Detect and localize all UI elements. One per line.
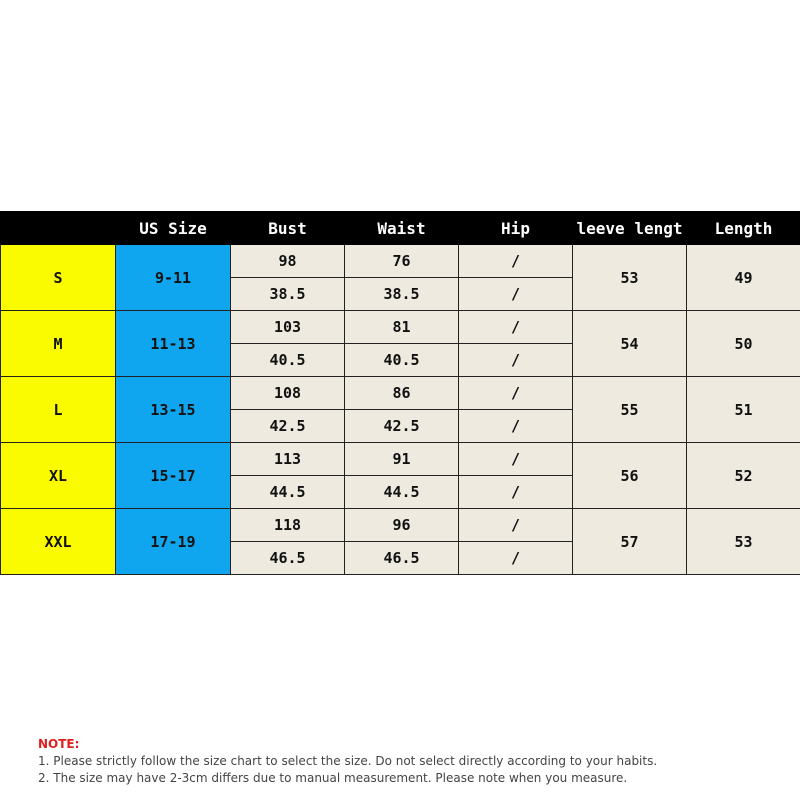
table-row (1, 245, 800, 278)
note-title: NOTE: (38, 737, 80, 751)
hip-cell: / (459, 410, 573, 443)
sleeve-cell: 57 (573, 509, 687, 575)
hip-cell: / (459, 509, 573, 542)
table-row (1, 311, 800, 344)
waist-cell: 81 (345, 311, 459, 344)
size-cell: XXL (1, 509, 116, 575)
us-size-cell: 15-17 (116, 443, 231, 509)
note-section (38, 736, 778, 787)
us-size-cell: 11-13 (116, 311, 231, 377)
sleeve-cell: 53 (573, 245, 687, 311)
bust-cell: 103 (231, 311, 345, 344)
note-line: 1. Please strictly follow the size chart to select the size. Do not select directly according to your habits. (38, 754, 658, 768)
header-length: Length (687, 212, 800, 245)
bust-cell: 44.5 (231, 476, 345, 509)
bust-cell: 42.5 (231, 410, 345, 443)
length-cell: 53 (687, 509, 800, 575)
us-size-cell: 9-11 (116, 245, 231, 311)
waist-cell: 86 (345, 377, 459, 410)
waist-cell: 91 (345, 443, 459, 476)
note-line: 2. The size may have 2-3cm differs due to manual measurement. Please note when you measure. (38, 771, 628, 785)
table-row (1, 377, 800, 410)
waist-cell: 46.5 (345, 542, 459, 575)
size-cell: S (1, 245, 116, 311)
length-cell: 49 (687, 245, 800, 311)
size-cell: L (1, 377, 116, 443)
hip-cell: / (459, 344, 573, 377)
hip-cell: / (459, 245, 573, 278)
size-chart-table (0, 211, 800, 575)
hip-cell: / (459, 476, 573, 509)
bust-cell: 38.5 (231, 278, 345, 311)
size-cell: M (1, 311, 116, 377)
hip-cell: / (459, 377, 573, 410)
header-hip: Hip (459, 212, 573, 245)
length-cell: 52 (687, 443, 800, 509)
header-bust: Bust (231, 212, 345, 245)
sleeve-cell: 56 (573, 443, 687, 509)
waist-cell: 40.5 (345, 344, 459, 377)
sleeve-cell: 54 (573, 311, 687, 377)
hip-cell: / (459, 542, 573, 575)
waist-cell: 38.5 (345, 278, 459, 311)
waist-cell: 42.5 (345, 410, 459, 443)
header-size (1, 212, 116, 245)
waist-cell: 76 (345, 245, 459, 278)
length-cell: 51 (687, 377, 800, 443)
size-cell: XL (1, 443, 116, 509)
bust-cell: 46.5 (231, 542, 345, 575)
header-row (1, 212, 800, 245)
us-size-cell: 13-15 (116, 377, 231, 443)
header-waist: Waist (345, 212, 459, 245)
header-sleeve-length: leeve lengt (573, 212, 687, 245)
sleeve-cell: 55 (573, 377, 687, 443)
bust-cell: 40.5 (231, 344, 345, 377)
bust-cell: 108 (231, 377, 345, 410)
us-size-cell: 17-19 (116, 509, 231, 575)
bust-cell: 113 (231, 443, 345, 476)
waist-cell: 96 (345, 509, 459, 542)
length-cell: 50 (687, 311, 800, 377)
table-row (1, 509, 800, 542)
table-row (1, 443, 800, 476)
header-us-size: US Size (116, 212, 231, 245)
hip-cell: / (459, 311, 573, 344)
hip-cell: / (459, 443, 573, 476)
hip-cell: / (459, 278, 573, 311)
waist-cell: 44.5 (345, 476, 459, 509)
bust-cell: 118 (231, 509, 345, 542)
bust-cell: 98 (231, 245, 345, 278)
